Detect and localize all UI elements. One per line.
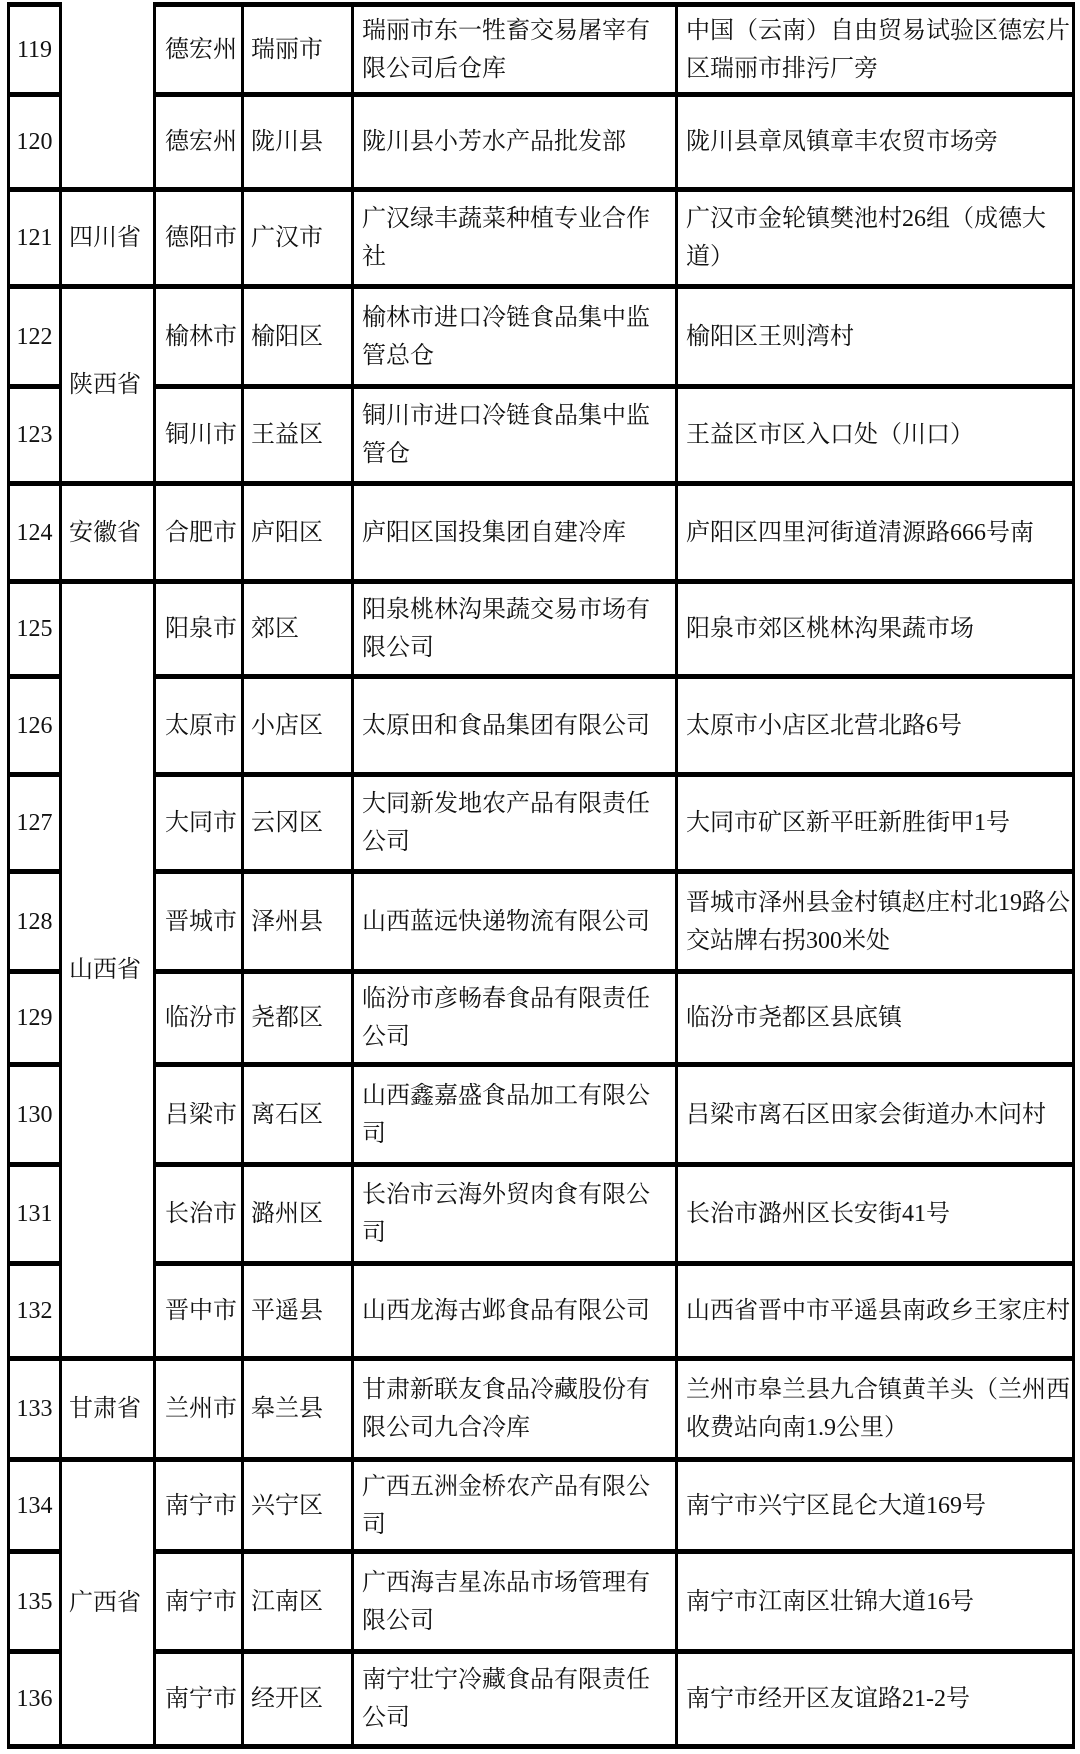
address-cell: 广汉市金轮镇樊池村26组（成德大道） xyxy=(677,190,1074,287)
city-cell: 德宏州 xyxy=(155,5,243,95)
city-cell: 临汾市 xyxy=(155,972,243,1065)
row-number-cell: 133 xyxy=(9,1359,61,1460)
address-cell: 晋城市泽州县金村镇赵庄村北19路公交站牌右拐300米处 xyxy=(677,872,1074,972)
province-cell: 广西省 xyxy=(61,1460,155,1747)
row-number-cell: 128 xyxy=(9,872,61,972)
district-cell: 广汉市 xyxy=(243,190,353,287)
company-cell: 庐阳区国投集团自建冷库 xyxy=(353,484,677,582)
row-number-cell: 125 xyxy=(9,582,61,677)
district-cell: 经开区 xyxy=(243,1652,353,1747)
address-cell: 庐阳区四里河街道清源路666号南 xyxy=(677,484,1074,582)
table-row xyxy=(9,190,1074,287)
company-cell: 铜川市进口冷链食品集中监管仓 xyxy=(353,387,677,484)
row-number-cell: 119 xyxy=(9,5,61,95)
province-cell: 陕西省 xyxy=(61,287,155,484)
company-cell: 山西蓝远快递物流有限公司 xyxy=(353,872,677,972)
address-cell: 陇川县章凤镇章丰农贸市场旁 xyxy=(677,95,1074,190)
company-cell: 大同新发地农产品有限责任公司 xyxy=(353,775,677,872)
district-cell: 皋兰县 xyxy=(243,1359,353,1460)
address-cell: 南宁市江南区壮锦大道16号 xyxy=(677,1552,1074,1652)
row-number-cell: 121 xyxy=(9,190,61,287)
address-cell: 阳泉市郊区桃林沟果蔬市场 xyxy=(677,582,1074,677)
city-cell: 吕梁市 xyxy=(155,1065,243,1165)
city-cell: 榆林市 xyxy=(155,287,243,387)
district-cell: 云冈区 xyxy=(243,775,353,872)
address-cell: 王益区市区入口处（川口） xyxy=(677,387,1074,484)
city-cell: 南宁市 xyxy=(155,1552,243,1652)
district-cell: 陇川县 xyxy=(243,95,353,190)
city-cell: 大同市 xyxy=(155,775,243,872)
row-number-cell: 134 xyxy=(9,1460,61,1552)
address-cell: 中国（云南）自由贸易试验区德宏片区瑞丽市排污厂旁 xyxy=(677,5,1074,95)
city-cell: 晋城市 xyxy=(155,872,243,972)
table-row xyxy=(9,1065,1074,1165)
district-cell: 王益区 xyxy=(243,387,353,484)
row-number-cell: 127 xyxy=(9,775,61,872)
company-cell: 甘肃新联友食品冷藏股份有限公司九合冷库 xyxy=(353,1359,677,1460)
district-cell: 榆阳区 xyxy=(243,287,353,387)
address-cell: 榆阳区王则湾村 xyxy=(677,287,1074,387)
table-body xyxy=(9,5,1074,1747)
city-cell: 晋中市 xyxy=(155,1264,243,1359)
city-cell: 德宏州 xyxy=(155,95,243,190)
row-number-cell: 136 xyxy=(9,1652,61,1747)
address-cell: 吕梁市离石区田家会街道办木问村 xyxy=(677,1065,1074,1165)
company-cell: 阳泉桃林沟果蔬交易市场有限公司 xyxy=(353,582,677,677)
company-cell: 广西五洲金桥农产品有限公司 xyxy=(353,1460,677,1552)
company-cell: 太原田和食品集团有限公司 xyxy=(353,677,677,775)
district-cell: 平遥县 xyxy=(243,1264,353,1359)
facility-table xyxy=(7,2,1075,1749)
district-cell: 尧都区 xyxy=(243,972,353,1065)
district-cell: 瑞丽市 xyxy=(243,5,353,95)
province-cell: 甘肃省 xyxy=(61,1359,155,1460)
district-cell: 小店区 xyxy=(243,677,353,775)
row-number-cell: 126 xyxy=(9,677,61,775)
city-cell: 太原市 xyxy=(155,677,243,775)
address-cell: 南宁市经开区友谊路21-2号 xyxy=(677,1652,1074,1747)
city-cell: 阳泉市 xyxy=(155,582,243,677)
address-cell: 太原市小店区北营北路6号 xyxy=(677,677,1074,775)
city-cell: 长治市 xyxy=(155,1165,243,1264)
province-cell xyxy=(61,5,155,190)
row-number-cell: 130 xyxy=(9,1065,61,1165)
table-row xyxy=(9,775,1074,872)
district-cell: 郊区 xyxy=(243,582,353,677)
table-row xyxy=(9,387,1074,484)
company-cell: 榆林市进口冷链食品集中监管总仓 xyxy=(353,287,677,387)
province-cell: 安徽省 xyxy=(61,484,155,582)
company-cell: 长治市云海外贸肉食有限公司 xyxy=(353,1165,677,1264)
row-number-cell: 122 xyxy=(9,287,61,387)
row-number-cell: 131 xyxy=(9,1165,61,1264)
city-cell: 德阳市 xyxy=(155,190,243,287)
table-row xyxy=(9,95,1074,190)
district-cell: 江南区 xyxy=(243,1552,353,1652)
district-cell: 离石区 xyxy=(243,1065,353,1165)
row-number-cell: 129 xyxy=(9,972,61,1065)
company-cell: 广汉绿丰蔬菜种植专业合作社 xyxy=(353,190,677,287)
row-number-cell: 120 xyxy=(9,95,61,190)
table-row xyxy=(9,1264,1074,1359)
address-cell: 大同市矿区新平旺新胜街甲1号 xyxy=(677,775,1074,872)
city-cell: 铜川市 xyxy=(155,387,243,484)
city-cell: 兰州市 xyxy=(155,1359,243,1460)
company-cell: 山西龙海古邺食品有限公司 xyxy=(353,1264,677,1359)
address-cell: 山西省晋中市平遥县南政乡王家庄村 xyxy=(677,1264,1074,1359)
table-row xyxy=(9,1652,1074,1747)
table-row xyxy=(9,1460,1074,1552)
table-row xyxy=(9,1359,1074,1460)
company-cell: 山西鑫嘉盛食品加工有限公司 xyxy=(353,1065,677,1165)
row-number-cell: 132 xyxy=(9,1264,61,1359)
district-cell: 兴宁区 xyxy=(243,1460,353,1552)
district-cell: 泽州县 xyxy=(243,872,353,972)
province-cell: 山西省 xyxy=(61,582,155,1359)
table-row xyxy=(9,5,1074,95)
district-cell: 庐阳区 xyxy=(243,484,353,582)
city-cell: 南宁市 xyxy=(155,1652,243,1747)
company-cell: 广西海吉星冻品市场管理有限公司 xyxy=(353,1552,677,1652)
row-number-cell: 123 xyxy=(9,387,61,484)
company-cell: 临汾市彦畅春食品有限责任公司 xyxy=(353,972,677,1065)
row-number-cell: 124 xyxy=(9,484,61,582)
company-cell: 南宁壮宁冷藏食品有限责任公司 xyxy=(353,1652,677,1747)
table-row xyxy=(9,677,1074,775)
city-cell: 合肥市 xyxy=(155,484,243,582)
table-row xyxy=(9,1165,1074,1264)
company-cell: 陇川县小芳水产品批发部 xyxy=(353,95,677,190)
address-cell: 南宁市兴宁区昆仑大道169号 xyxy=(677,1460,1074,1552)
company-cell: 瑞丽市东一牲畜交易屠宰有限公司后仓库 xyxy=(353,5,677,95)
row-number-cell: 135 xyxy=(9,1552,61,1652)
address-cell: 临汾市尧都区县底镇 xyxy=(677,972,1074,1065)
address-cell: 兰州市皋兰县九合镇黄羊头（兰州西收费站向南1.9公里） xyxy=(677,1359,1074,1460)
table-row xyxy=(9,287,1074,387)
table-row xyxy=(9,972,1074,1065)
address-cell: 长治市潞州区长安街41号 xyxy=(677,1165,1074,1264)
table-row xyxy=(9,582,1074,677)
table-row xyxy=(9,1552,1074,1652)
city-cell: 南宁市 xyxy=(155,1460,243,1552)
table-row xyxy=(9,484,1074,582)
district-cell: 潞州区 xyxy=(243,1165,353,1264)
province-cell: 四川省 xyxy=(61,190,155,287)
table-row xyxy=(9,872,1074,972)
